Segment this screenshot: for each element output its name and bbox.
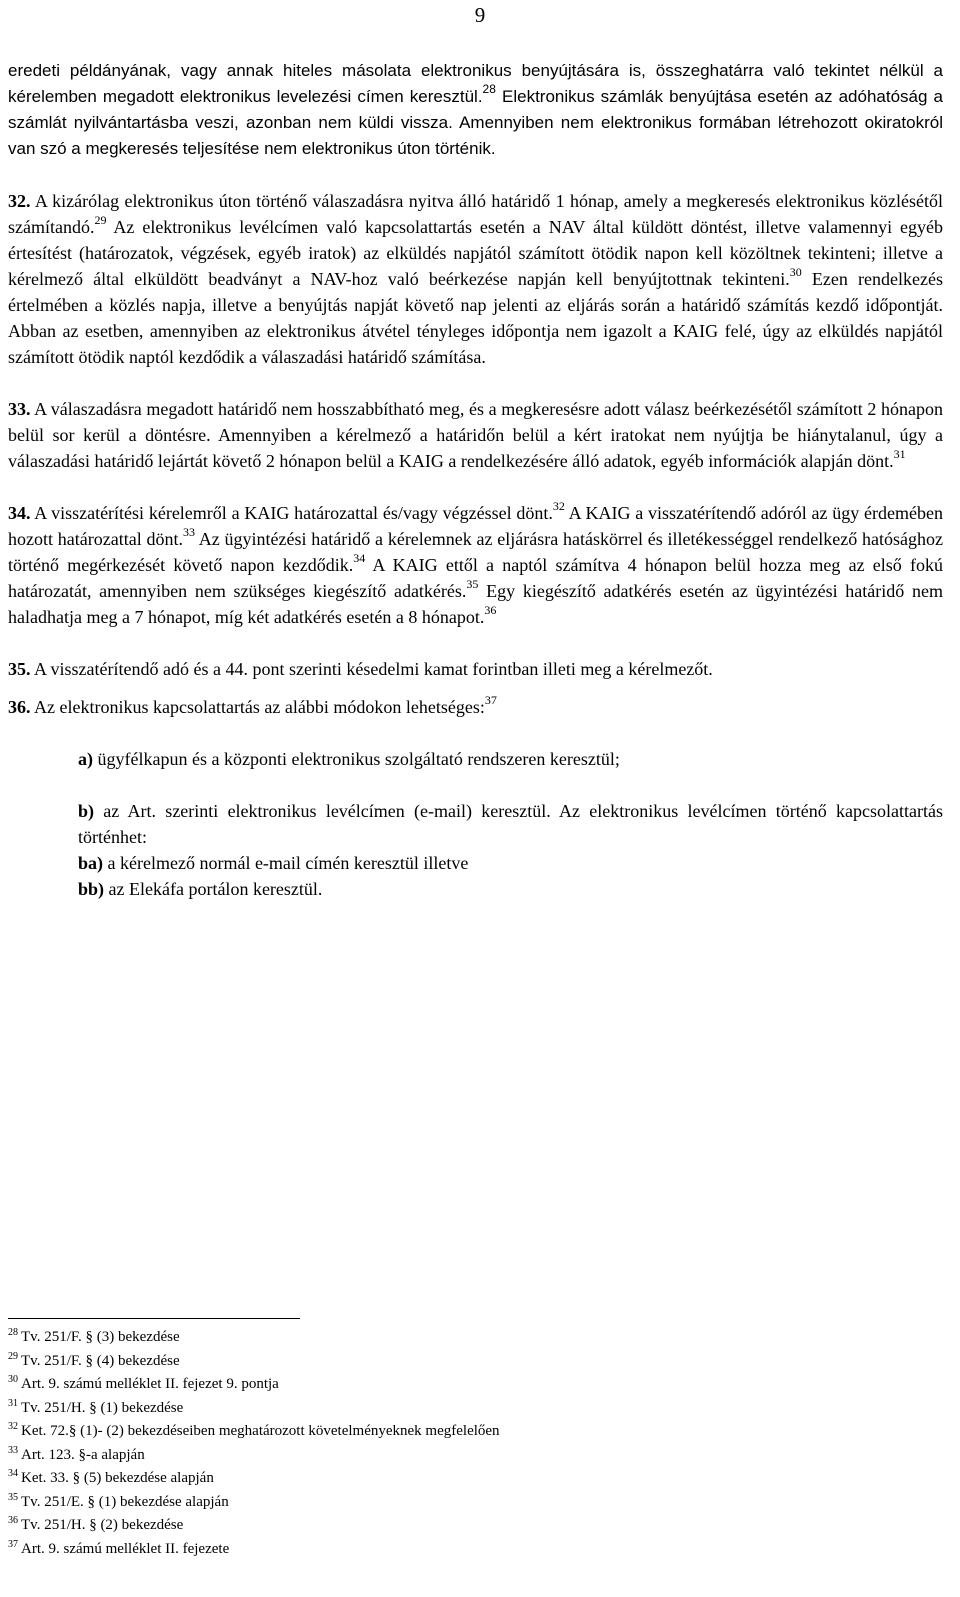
footnote-text: Tv. 251/H. § (1) bekezdése — [21, 1399, 184, 1416]
p32-text-1: A kizárólag elektronikus úton történő válaszadásra nyitva álló határidő 1 hónap, amely a megkeresés elektronikus közlésétől számítandó. — [8, 191, 943, 237]
p34-text-2: A KAIG a visszatérítendő adóról az ügy érdemében hozott határozattal dönt. — [8, 503, 944, 549]
footnote-ref-35[interactable]: 35 — [466, 577, 479, 591]
footnote-ref-29[interactable]: 29 — [94, 213, 107, 227]
footnote-item — [8, 1397, 943, 1421]
footnote-ref-32[interactable]: 32 — [552, 499, 565, 513]
footnote-item — [8, 1350, 943, 1374]
p34-text-4: A KAIG ettől a naptól számítva 4 hónapon belül hozza meg az első fokú határozatát, amennyiben nem szükséges kiegészítő adatkérés. — [8, 555, 943, 601]
list-label-b: b) — [78, 801, 95, 821]
footnote-item — [8, 1467, 943, 1491]
p36-text-1: Az elektronikus kapcsolattartás az alábbi módokon lehetséges: — [30, 697, 485, 717]
list-text-ba: a kérelmező normál e-mail címén keresztül illetve — [103, 853, 469, 873]
p32-text-3: Ezen rendelkezés értelmében a közlés napja, illetve a benyújtás napját követő nap jelenti az eljárás során a határidő számítás kezdő időpontját. Abban az esetben, amennyiben az elektronikus átvétel tényleges időpontja nem igazolt a KAIG felé, úgy az elküldés napjától számított ötödik naptól kezdődik a válaszadási határidő számítása. — [8, 269, 943, 367]
list-item-b — [78, 798, 943, 850]
paragraph-number-33: 33. — [8, 399, 31, 419]
page-number: 9 — [474, 3, 486, 27]
list-item-bb — [78, 876, 943, 902]
footnote-item — [8, 1514, 943, 1538]
footnote-item — [8, 1420, 943, 1444]
footnote-number: 33 — [8, 1444, 18, 1456]
paragraph-32 — [8, 188, 943, 370]
footnote-number: 34 — [8, 1468, 18, 1479]
list-text-bb: az Elekáfa portálon keresztül. — [104, 879, 323, 899]
footnote-ref-28[interactable]: 28 — [482, 82, 496, 96]
p34-text-5: Egy kiegészítő adatkérés esetén az ügyintézési határidő nem haladhatja meg a 7 hónapot, míg két adatkérés esetén a 8 hónapot. — [8, 581, 943, 627]
footnote-ref-33[interactable]: 33 — [183, 525, 195, 539]
intro-text-1: eredeti példányának, vagy annak hiteles másolata elektronikus benyújtására is, összeghatárra való tekintet nélkül a kérelemben megadott elektronikus levelezési címen keresztül. — [8, 61, 943, 106]
paragraph-35 — [8, 656, 943, 682]
paragraph-number-35: 35. — [8, 659, 31, 679]
footnote-text: Ket. 72.§ (1)- (2) bekezdéseiben meghatározott követelményeknek megfelelően — [21, 1423, 500, 1439]
footnote-text: Art. 9. számú melléklet II. fejezet 9. pontja — [21, 1376, 279, 1392]
paragraph-33 — [8, 396, 943, 474]
list-label-a: a) — [78, 749, 93, 769]
p33-text-1: A válaszadásra megadott határidő nem hosszabbítható meg, és a megkeresésre adott válasz beérkezésétől számított 2 hónapon belül sor kerül a döntésre. Amennyiben a kérelmező a határidőn belül a kért iratokat nem nyújtja be hiánytalanul, úgy a válaszadási határidő lejártát követő 2 hónapon belül a KAIG a rendelkezésére álló adatok, egyéb információk alapján dönt. — [8, 399, 943, 471]
footnote-number: 37 — [8, 1538, 18, 1550]
footnote-text: Tv. 251/F. § (4) bekezdése — [21, 1352, 180, 1369]
list-item-ba — [78, 850, 943, 876]
footnote-text: Art. 9. számú melléklet II. fejezete — [21, 1540, 230, 1557]
footnote-text: Tv. 251/F. § (3) bekezdése — [21, 1329, 180, 1345]
footnote-number: 36 — [8, 1515, 18, 1526]
footnote-number: 28 — [8, 1327, 18, 1338]
intro-paragraph — [8, 58, 943, 162]
footnote-text: Art. 123. §-a alapján — [21, 1446, 145, 1463]
footnote-item — [8, 1373, 943, 1397]
footnote-separator — [8, 1318, 300, 1319]
paragraph-number-36: 36. — [8, 697, 31, 717]
list-label-ba: ba) — [78, 853, 104, 873]
footnote-ref-31[interactable]: 31 — [893, 447, 906, 461]
list-item-a — [78, 746, 943, 772]
footnote-ref-36[interactable]: 36 — [484, 603, 497, 617]
footnote-ref-34[interactable]: 34 — [353, 551, 366, 565]
document-body — [8, 58, 943, 902]
footnote-number: 30 — [8, 1374, 18, 1385]
footnote-item — [8, 1444, 943, 1468]
intro-text-2: Elektronikus számlák benyújtása esetén az adóhatóság a számlát nyilvántartásba veszi, azonban nem küldi vissza. Amennyiben nem elektronikus formában létrehozott okiratokról van szó a megkeresés teljesítése nem elektronikus úton történik. — [8, 87, 943, 158]
p35-text-1: A visszatérítendő adó és a 44. pont szerinti késedelmi kamat forintban illeti meg a kérelmezőt. — [30, 659, 713, 679]
list-label-bb: bb) — [78, 879, 105, 899]
p32-text-2: Az elektronikus levélcímen való kapcsolattartás esetén a NAV által küldött döntést, illetve valamennyi egyéb értesítést (határozatok, végzések, egyéb iratok) az elküldés napjától számított ötödik napon kell közöltnek tekinteni; illetve a kérelmező által elküldött beadványt a NAV-hoz való beérkezése napján kell benyújtottnak tekinteni. — [8, 217, 943, 289]
footnote-ref-30[interactable]: 30 — [789, 265, 802, 279]
p34-text-1: A visszatérítési kérelemről a KAIG határozattal és/vagy végzéssel dönt. — [30, 503, 553, 523]
footnote-ref-37[interactable]: 37 — [484, 693, 497, 707]
list-text-b: az Art. szerinti elektronikus levélcímen (e-mail) keresztül. Az elektronikus levélcímen történő kapcsolattartás történhet: — [78, 801, 943, 847]
footnote-number: 29 — [8, 1350, 18, 1362]
paragraph-34 — [8, 500, 943, 630]
paragraph-36 — [8, 694, 943, 720]
paragraph-number-32: 32. — [8, 191, 31, 211]
footnote-number: 31 — [8, 1397, 18, 1409]
footnote-text: Tv. 251/E. § (1) bekezdése alapján — [21, 1493, 229, 1510]
footnotes — [8, 1326, 943, 1561]
footnote-item — [8, 1491, 943, 1515]
footnote-number: 35 — [8, 1491, 18, 1503]
footnote-number: 32 — [8, 1421, 18, 1432]
contact-options-list — [78, 746, 943, 902]
footnote-text: Tv. 251/H. § (2) bekezdése — [21, 1517, 184, 1533]
footnote-text: Ket. 33. § (5) bekezdése alapján — [21, 1470, 214, 1486]
footnote-item — [8, 1326, 943, 1350]
footnote-item — [8, 1538, 943, 1562]
p34-text-3: Az ügyintézési határidő a kérelemnek az eljárásra hatáskörrel és illetékességgel rendelkező hatósághoz történő megérkezését követő napon kezdődik. — [8, 529, 943, 575]
list-text-a: ügyfélkapun és a központi elektronikus szolgáltató rendszeren keresztül; — [93, 749, 620, 769]
paragraph-number-34: 34. — [8, 503, 31, 523]
